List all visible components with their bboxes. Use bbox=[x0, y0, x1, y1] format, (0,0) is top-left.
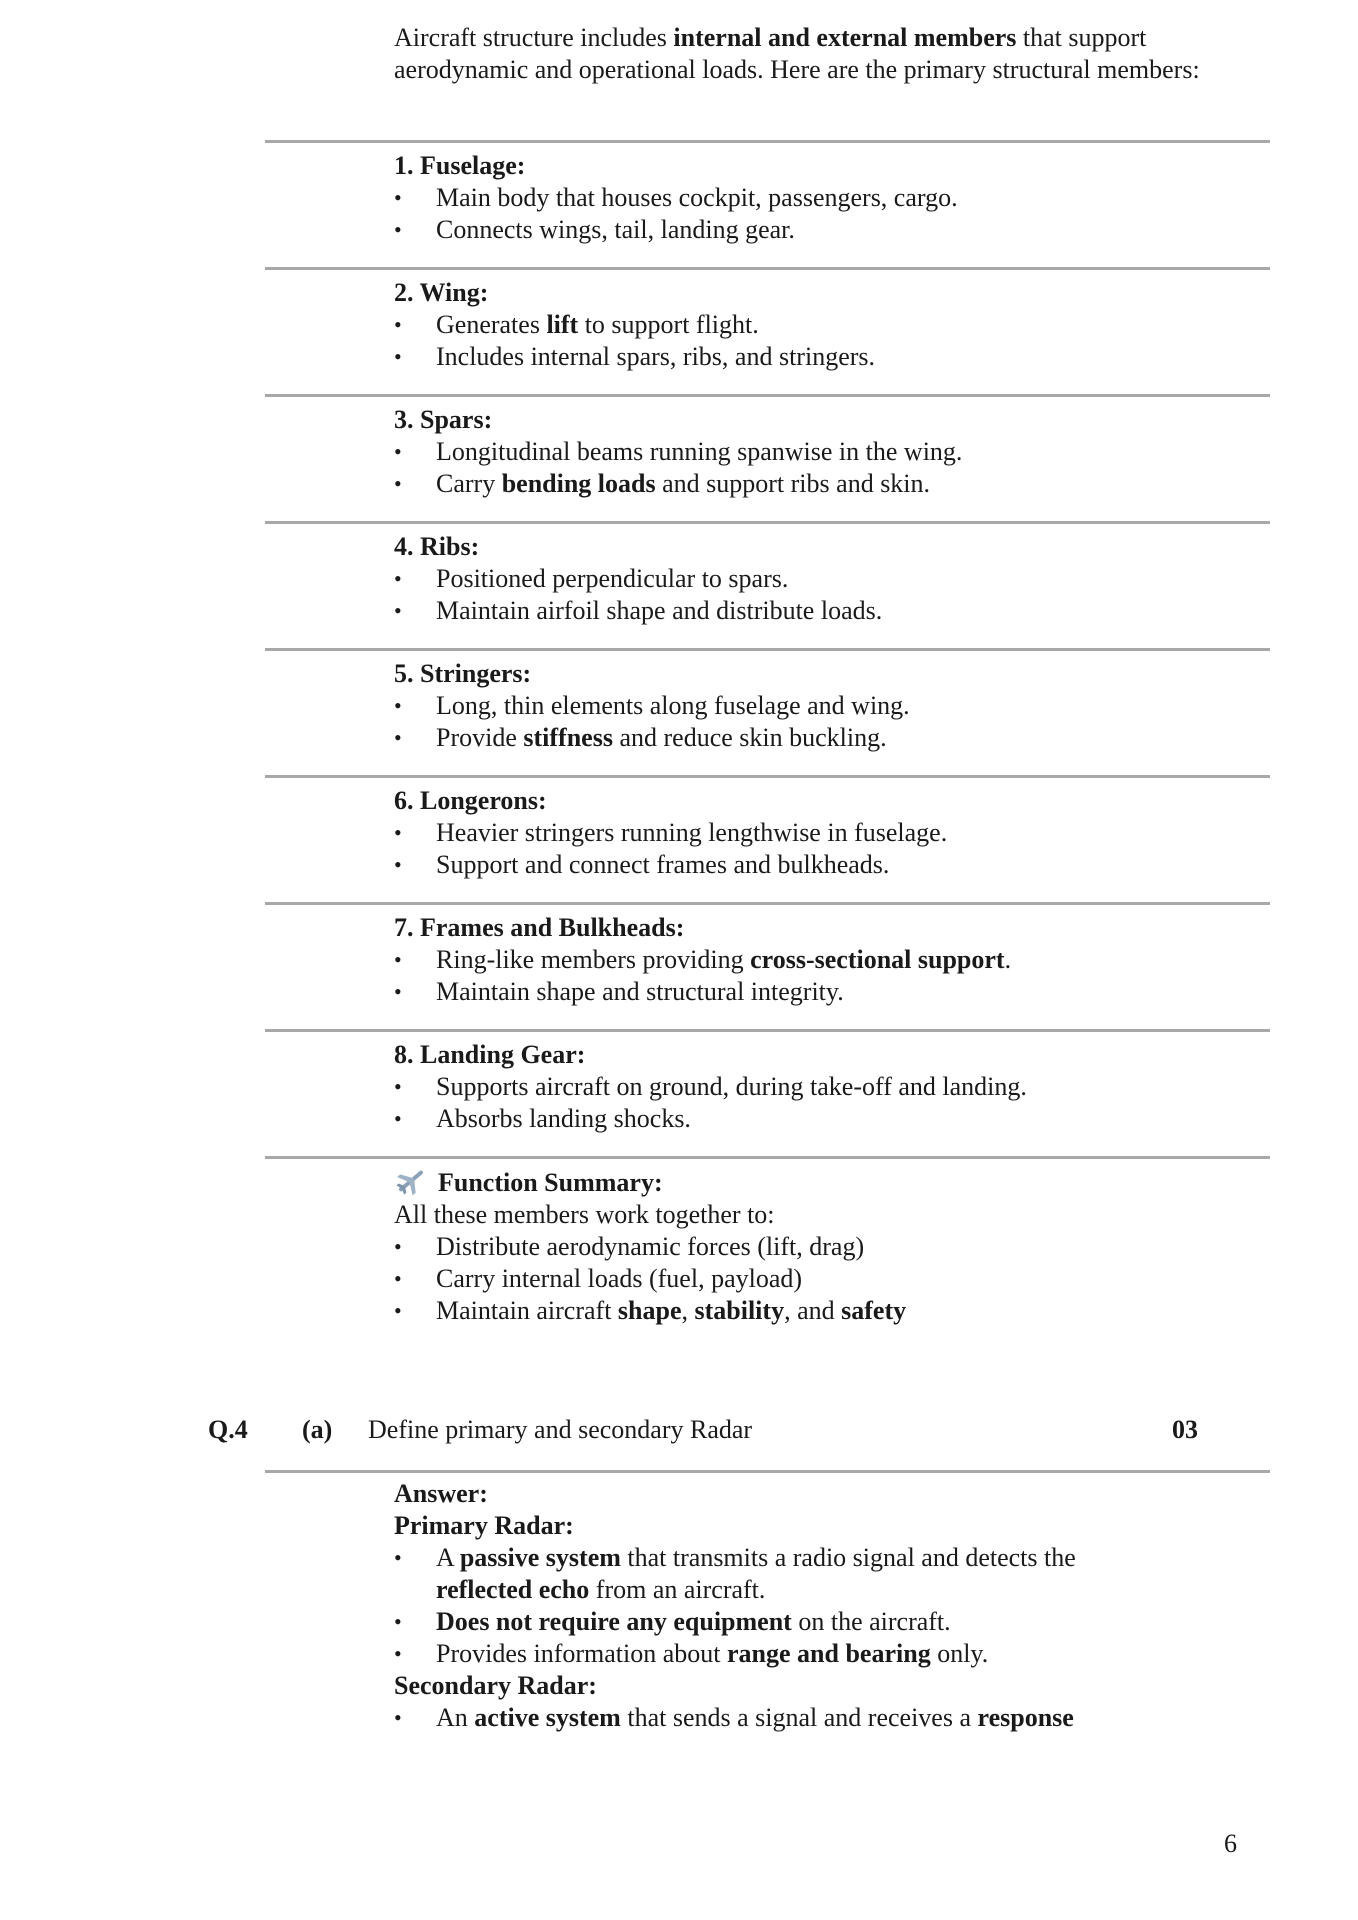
divider bbox=[265, 521, 1270, 524]
list-item: • Carry bending loads and support ribs and skin. bbox=[394, 468, 1254, 500]
section-heading: 6. Longerons: bbox=[394, 786, 547, 815]
airplane-icon bbox=[394, 1166, 428, 1196]
list-item: • Supports aircraft on ground, during take-off and landing. bbox=[394, 1071, 1254, 1103]
section-heading: 1. Fuselage: bbox=[394, 151, 526, 180]
secondary-radar-heading: Secondary Radar: bbox=[394, 1671, 597, 1700]
divider bbox=[265, 775, 1270, 778]
section-ribs bbox=[394, 531, 1254, 627]
list-item: • An active system that sends a signal and receives a response bbox=[394, 1702, 1254, 1734]
divider bbox=[265, 1470, 1270, 1473]
primary-radar-heading: Primary Radar: bbox=[394, 1511, 574, 1540]
answer-block bbox=[394, 1478, 1254, 1734]
list-item: • Ring-like members providing cross-sectional support. bbox=[394, 944, 1254, 976]
list-item: • Provides information about range and bearing only. bbox=[394, 1638, 1254, 1670]
list-item: • Maintain shape and structural integrity. bbox=[394, 976, 1254, 1008]
divider bbox=[265, 394, 1270, 397]
list-item: • Maintain airfoil shape and distribute loads. bbox=[394, 595, 1254, 627]
question-part: (a) bbox=[302, 1415, 333, 1444]
section-landing-gear bbox=[394, 1039, 1254, 1135]
list-item: • Provide stiffness and reduce skin buckling. bbox=[394, 722, 1254, 754]
divider bbox=[265, 902, 1270, 905]
section-heading: 7. Frames and Bulkheads: bbox=[394, 913, 685, 942]
divider bbox=[265, 1156, 1270, 1159]
divider bbox=[265, 140, 1270, 143]
list-item: • Includes internal spars, ribs, and stringers. bbox=[394, 341, 1254, 373]
question-number: Q.4 bbox=[208, 1415, 248, 1444]
section-spars bbox=[394, 404, 1254, 500]
divider bbox=[265, 1029, 1270, 1032]
list-item: • Support and connect frames and bulkheads. bbox=[394, 849, 1254, 881]
intro-paragraph: Aircraft structure includes internal and external members that support aerodynamic and operational loads. Here are the primary structural members: bbox=[394, 23, 1200, 84]
question-marks: 03 bbox=[1172, 1415, 1198, 1444]
summary-heading: Function Summary: bbox=[394, 1166, 1254, 1199]
list-item: • Positioned perpendicular to spars. bbox=[394, 563, 1254, 595]
page-number: 6 bbox=[1224, 1829, 1237, 1858]
section-stringers bbox=[394, 658, 1254, 754]
divider bbox=[265, 267, 1270, 270]
list-item: • Distribute aerodynamic forces (lift, drag) bbox=[394, 1231, 1254, 1263]
section-wing bbox=[394, 277, 1254, 373]
question-text: Define primary and secondary Radar bbox=[368, 1415, 753, 1444]
list-item: • Connects wings, tail, landing gear. bbox=[394, 214, 1254, 246]
section-frames-bulkheads bbox=[394, 912, 1254, 1008]
list-item: • Longitudinal beams running spanwise in the wing. bbox=[394, 436, 1254, 468]
answer-label: Answer: bbox=[394, 1479, 488, 1508]
section-heading: 3. Spars: bbox=[394, 405, 493, 434]
section-heading: 2. Wing: bbox=[394, 278, 489, 307]
list-item: • A passive system that transmits a radio signal and detects the reflected echo from an aircraft. bbox=[394, 1542, 1254, 1606]
list-item: • Long, thin elements along fuselage and wing. bbox=[394, 690, 1254, 722]
section-longerons bbox=[394, 785, 1254, 881]
summary-lead: All these members work together to: bbox=[394, 1200, 775, 1229]
list-item: • Carry internal loads (fuel, payload) bbox=[394, 1263, 1254, 1295]
section-heading: 5. Stringers: bbox=[394, 659, 532, 688]
list-item: • Does not require any equipment on the aircraft. bbox=[394, 1606, 1254, 1638]
section-fuselage bbox=[394, 150, 1254, 246]
section-heading: 4. Ribs: bbox=[394, 532, 480, 561]
list-item: • Heavier stringers running lengthwise in fuselage. bbox=[394, 817, 1254, 849]
function-summary bbox=[394, 1166, 1254, 1327]
list-item: • Main body that houses cockpit, passengers, cargo. bbox=[394, 182, 1254, 214]
section-heading: 8. Landing Gear: bbox=[394, 1040, 586, 1069]
list-item: • Absorbs landing shocks. bbox=[394, 1103, 1254, 1135]
list-item: • Maintain aircraft shape, stability, and safety bbox=[394, 1295, 1254, 1327]
list-item: • Generates lift to support flight. bbox=[394, 309, 1254, 341]
divider bbox=[265, 648, 1270, 651]
